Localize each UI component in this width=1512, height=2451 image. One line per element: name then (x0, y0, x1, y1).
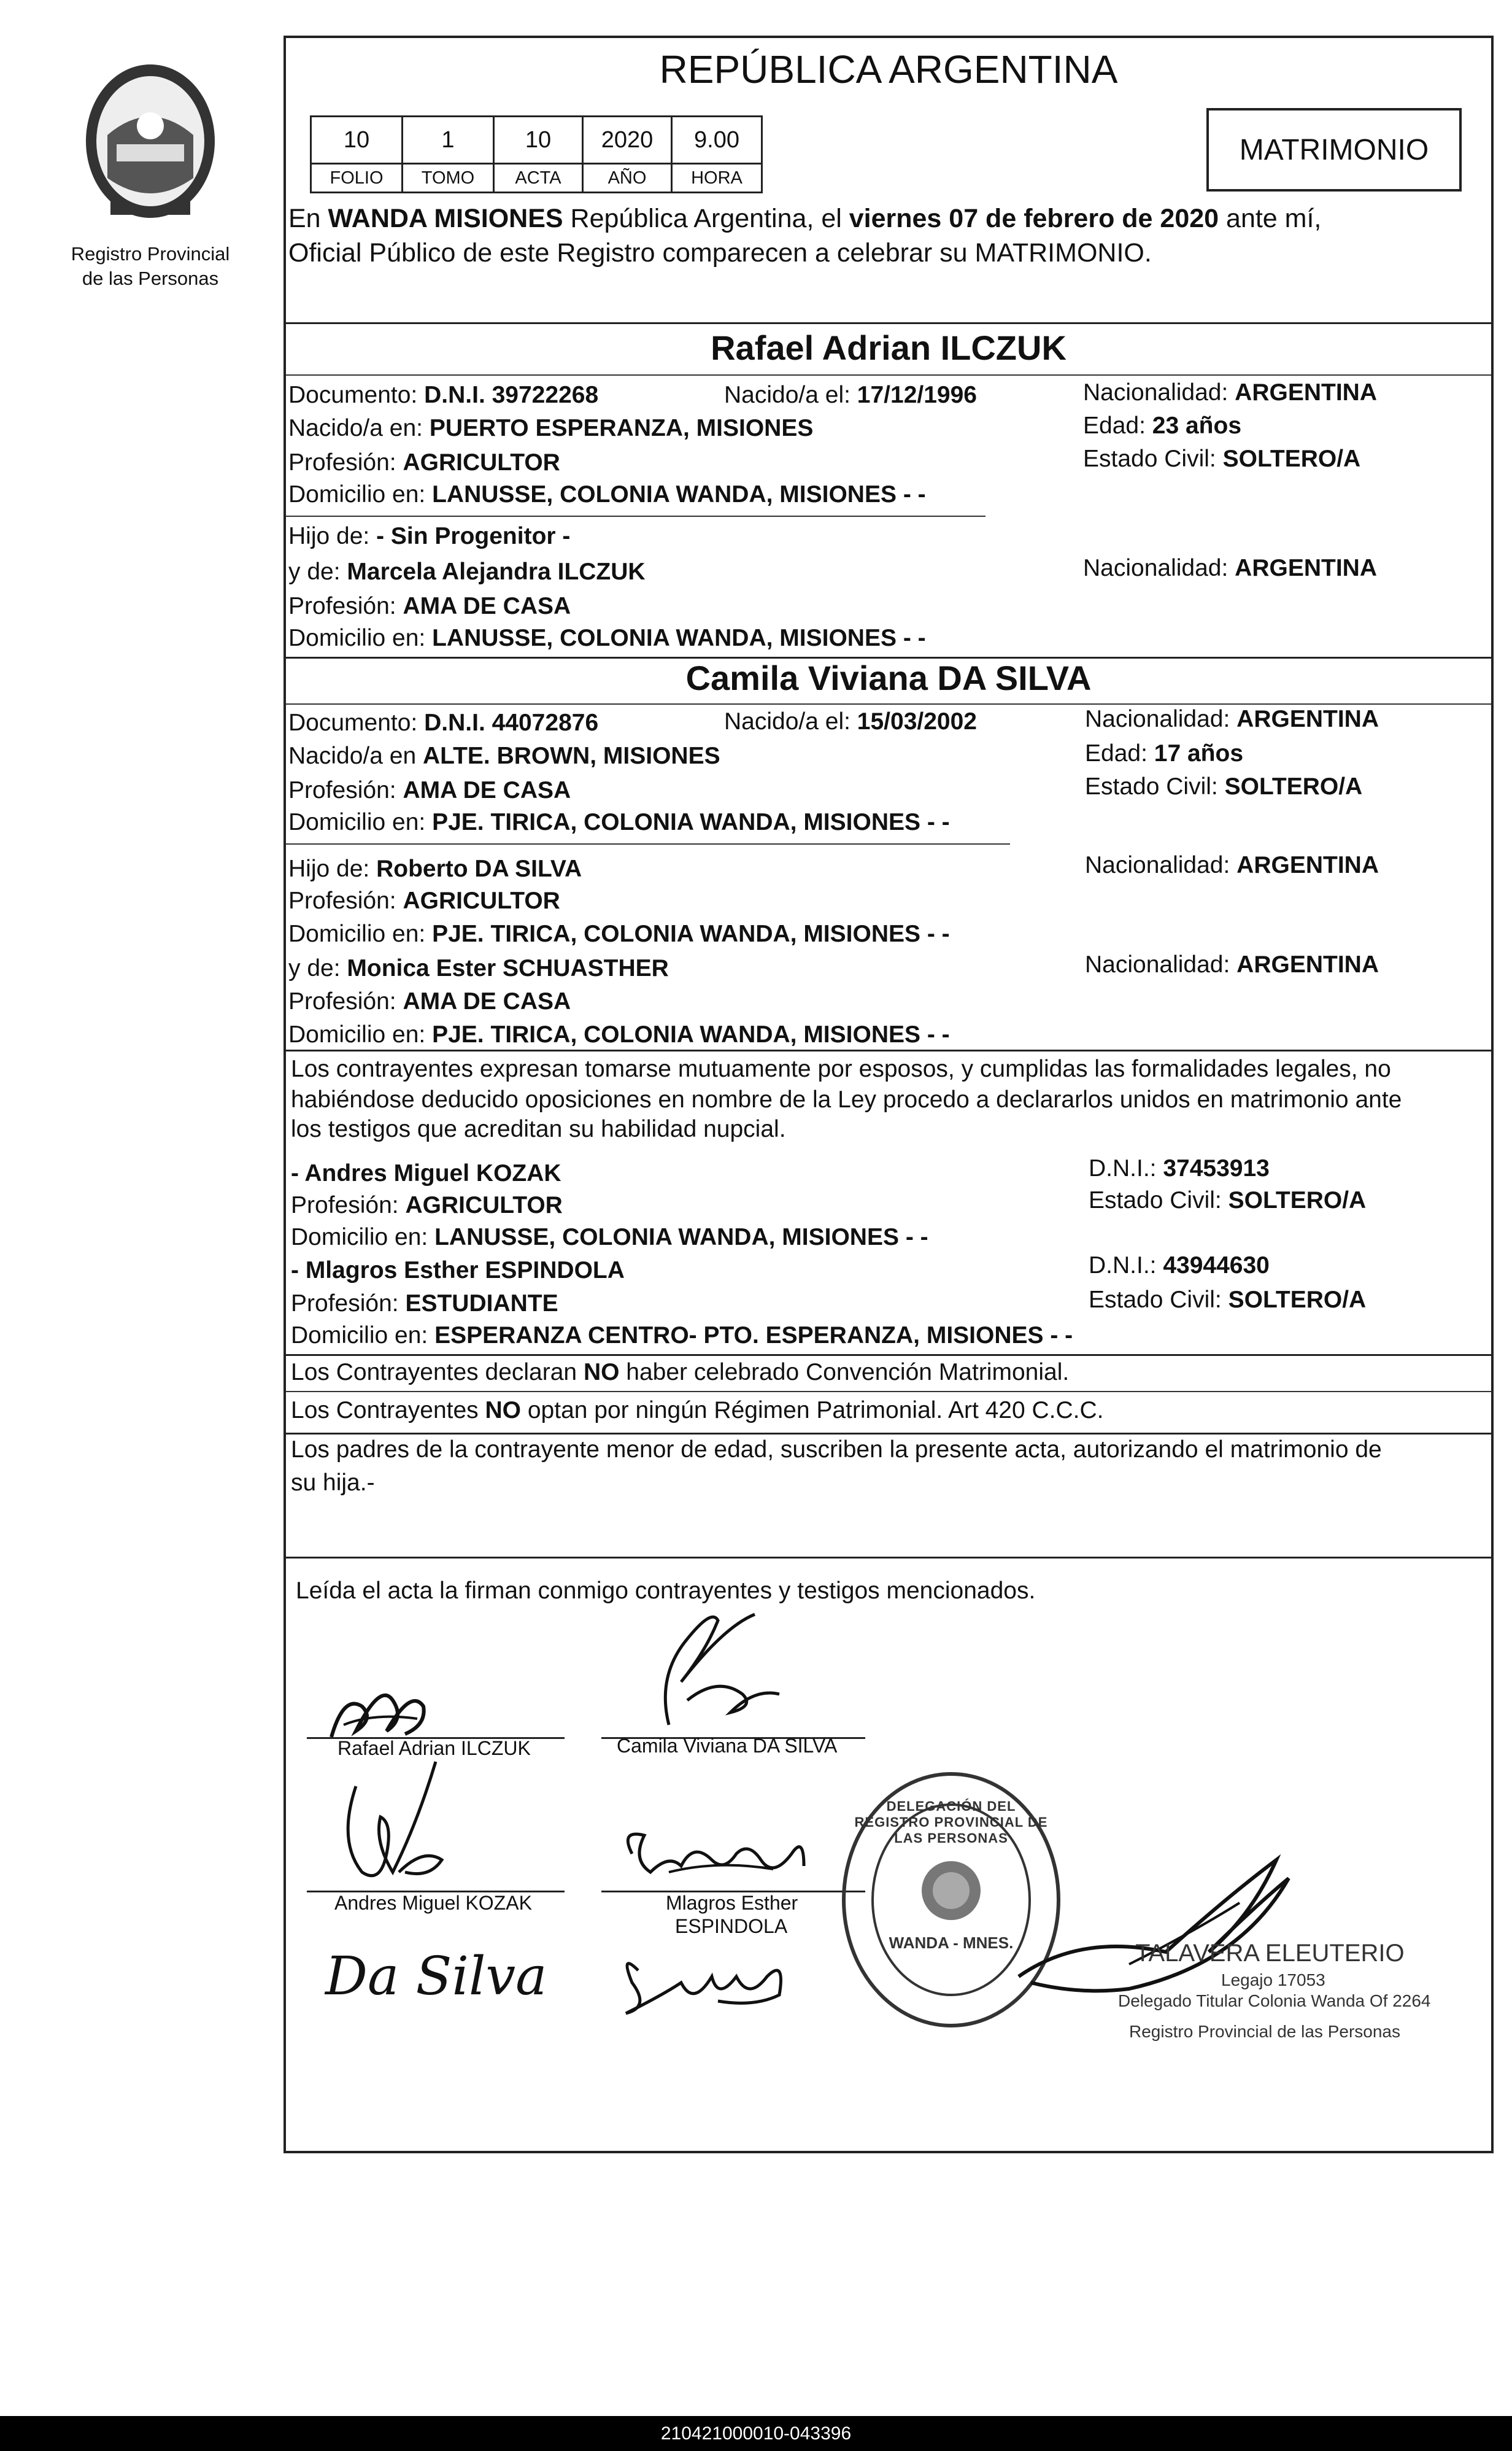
witness1-prof-value: AGRICULTOR (405, 1192, 563, 1218)
document-code-bar (0, 2416, 1512, 2451)
witness2-dni-label: D.N.I.: (1089, 1252, 1163, 1279)
groom-mother-dom-value: LANUSSE, COLONIA WANDA, MISIONES - - (432, 625, 926, 651)
bride-doc-label: Documento: (288, 710, 425, 736)
field-folio-value: 10 (310, 115, 403, 165)
witness2-address (291, 1320, 1073, 1352)
divider-bride-parents (286, 843, 1010, 845)
convention1-no: NO (583, 1359, 620, 1385)
convention2-no: NO (485, 1397, 522, 1423)
bride-born-value: 15/03/2002 (857, 708, 977, 735)
bride-father-nationality (1085, 850, 1379, 881)
divider-witness-convention (284, 1354, 1494, 1356)
intro-place: WANDA MISIONES (328, 204, 563, 233)
intro-text-a: En (288, 204, 328, 233)
witness2-name: - Mlagros Esther ESPINDOLA (291, 1257, 625, 1284)
witness1-name: - Andres Miguel KOZAK (291, 1160, 561, 1187)
bride-mother-prof-label: Profesión: (288, 988, 403, 1015)
bride-place-value: ALTE. BROWN, MISIONES (422, 743, 720, 769)
groom-age-label: Edad: (1083, 412, 1152, 439)
groom-address (288, 479, 926, 511)
convention1-text-c: haber celebrado Convención Matrimonial. (619, 1359, 1070, 1385)
witness1-dom-value: LANUSSE, COLONIA WANDA, MISIONES - - (434, 1224, 928, 1250)
logo-caption-line2: de las Personas (82, 268, 219, 289)
groom-doc-value: D.N.I. 39722268 (424, 382, 599, 408)
stamp-ring-text: DELEGACIÓN DEL REGISTRO PROVINCIAL DE LAS PERSONAS (854, 1799, 1048, 1846)
bride-address (288, 807, 950, 838)
witness2-civil-label: Estado Civil: (1089, 1287, 1228, 1313)
groom-nat-value: ARGENTINA (1235, 379, 1378, 406)
declaration-line2: habiéndose deducido oposiciones en nombre de la Ley procedo a declararlos unidos en matrimonio ante (291, 1086, 1402, 1113)
bride-father-nat-value: ARGENTINA (1236, 852, 1379, 878)
witness2-prof-label: Profesión: (291, 1290, 406, 1317)
province-seal-icon (74, 61, 227, 233)
field-acta-value: 10 (493, 115, 584, 165)
bride-father-label: Hijo de: (288, 856, 377, 882)
field-tomo-value: 1 (401, 115, 495, 165)
witness2-dom-value: ESPERANZA CENTRO- PTO. ESPERANZA, MISIONES - - (434, 1322, 1073, 1349)
witness1-prof-label: Profesión: (291, 1192, 406, 1218)
groom-birthdate (724, 379, 977, 411)
bride-mother-dom-value: PJE. TIRICA, COLONIA WANDA, MISIONES - - (432, 1021, 950, 1048)
handwritten-da-silva: Da Silva (325, 1946, 547, 2007)
groom-name-title: Rafael Adrian ILCZUK (711, 328, 1066, 367)
groom-doc-label: Documento: (288, 382, 425, 408)
divider-groom-title (286, 374, 1491, 376)
convention2-text-c: optan por ningún Régimen Patrimonial. Art 420 C.C.C. (521, 1397, 1104, 1423)
bride-father-dom-label: Domicilio en: (288, 921, 433, 947)
bride-age-label: Edad: (1085, 740, 1154, 767)
closing-statement: Leída el acta la firman conmigo contrayentes y testigos mencionados. (296, 1578, 1036, 1604)
witness1-civil-value: SOLTERO/A (1228, 1187, 1367, 1214)
witness2-signature-label-l2: ESPINDOLA (675, 1915, 788, 1937)
bride-age-value: 17 años (1154, 740, 1244, 767)
bride-civil-label: Estado Civil: (1085, 773, 1225, 800)
field-hora-label: HORA (671, 163, 763, 193)
bride-birthdate (724, 706, 977, 738)
groom-mother-nat-label: Nacionalidad: (1083, 555, 1235, 581)
groom-mother-prof-label: Profesión: (288, 593, 403, 619)
groom-mother-prof-value: AMA DE CASA (403, 593, 571, 619)
witness1-civil-status (1089, 1185, 1366, 1217)
divider-header (284, 322, 1494, 324)
groom-document (288, 379, 598, 411)
logo-caption-line1: Registro Provincial (71, 243, 230, 265)
convention1-text-a: Los Contrayentes declaran (291, 1359, 584, 1385)
witness1-dni-value: 37453913 (1163, 1155, 1270, 1182)
witness2-signature-label-l1: Mlagros Esther (666, 1892, 798, 1914)
groom-civil-status (1083, 443, 1360, 475)
witness2-prof-value: ESTUDIANTE (405, 1290, 558, 1317)
bride-name-title: Camila Viviana DA SILVA (685, 659, 1092, 697)
groom-mother (288, 556, 646, 588)
bride-mother-nationality (1085, 949, 1379, 981)
witness2-civil-value: SOLTERO/A (1228, 1287, 1367, 1313)
groom-father-label: Hijo de: (288, 523, 377, 549)
bride-father-value: Roberto DA SILVA (376, 856, 582, 882)
bride-mother (288, 953, 669, 985)
bride-father-profession (288, 885, 560, 917)
groom-prof-label: Profesión: (288, 449, 403, 476)
handwritten-second-signature-icon (614, 1946, 798, 2026)
witness1-signature-icon (325, 1749, 472, 1897)
bride-dom-value: PJE. TIRICA, COLONIA WANDA, MISIONES - - (432, 809, 950, 835)
divider-groom-parents (286, 516, 986, 517)
intro-line1 (288, 203, 1321, 234)
field-hora-value: 9.00 (671, 115, 763, 165)
groom-age (1083, 410, 1241, 442)
bride-father-prof-label: Profesión: (288, 888, 403, 914)
groom-civil-label: Estado Civil: (1083, 446, 1223, 472)
declaration-line3: los testigos que acreditan su habilidad nupcial. (291, 1116, 786, 1142)
bride-mother-dom-label: Domicilio en: (288, 1021, 433, 1048)
bride-father-dom-value: PJE. TIRICA, COLONIA WANDA, MISIONES - - (432, 921, 950, 947)
bride-mother-label: y de: (288, 955, 347, 982)
bride-mother-value: Monica Ester SCHUASTHER (347, 955, 669, 982)
groom-father (288, 521, 570, 552)
groom-dom-label: Domicilio en: (288, 481, 433, 508)
witness2-civil-status (1089, 1284, 1366, 1316)
witness1-dni-label: D.N.I.: (1089, 1155, 1163, 1182)
declaration-line1: Los contrayentes expresan tomarse mutuamente por esposos, y cumplidas las formalidades legales, no (291, 1056, 1391, 1082)
parents-note-line1: Los padres de la contrayente menor de edad, suscriben la presente acta, autorizando el matrimonio de (291, 1436, 1382, 1463)
groom-place-value: PUERTO ESPERANZA, MISIONES (429, 415, 814, 441)
stamp-center-text: WANDA - MNES. (889, 1934, 1014, 1952)
bride-signature-label: Camila Viviana DA SILVA (617, 1735, 838, 1757)
groom-nationality (1083, 377, 1377, 409)
groom-mother-nationality (1083, 552, 1377, 584)
bride-nat-label: Nacionalidad: (1085, 706, 1237, 732)
official-role: Delegado Titular Colonia Wanda Of 2264 (1118, 1991, 1431, 2010)
bride-father-prof-value: AGRICULTOR (403, 888, 560, 914)
intro-text-b: República Argentina, el (563, 204, 849, 233)
bride-mother-prof-value: AMA DE CASA (403, 988, 571, 1015)
bride-prof-value: AMA DE CASA (403, 777, 571, 803)
groom-born-value: 17/12/1996 (857, 382, 977, 408)
bride-dom-label: Domicilio en: (288, 809, 433, 835)
document-title: REPÚBLICA ARGENTINA (659, 47, 1118, 91)
convention-line2 (291, 1395, 1104, 1427)
act-type-box: MATRIMONIO (1206, 108, 1462, 192)
bride-mother-nat-value: ARGENTINA (1236, 951, 1379, 978)
bride-place-label: Nacido/a en (288, 743, 423, 769)
official-registry: Registro Provincial de las Personas (1129, 2022, 1400, 2041)
bride-father-address (288, 918, 950, 950)
convention2-text-a: Los Contrayentes (291, 1397, 485, 1423)
groom-mother-value: Marcela Alejandra ILCZUK (347, 559, 646, 585)
logo-seal-text (74, 233, 227, 234)
witness1-dni (1089, 1153, 1270, 1185)
document-code: 210421000010-043396 (660, 2423, 852, 2444)
groom-prof-value: AGRICULTOR (403, 449, 560, 476)
parents-note-line2: su hija.- (291, 1469, 375, 1496)
bride-nationality (1085, 703, 1379, 735)
intro-line2: Oficial Público de este Registro comparecen a celebrar su MATRIMONIO. (288, 238, 1152, 268)
groom-mother-profession (288, 590, 571, 622)
witness1-signature-label: Andres Miguel KOZAK (334, 1892, 532, 1914)
bride-profession (288, 775, 571, 807)
official-name: TALAVERA ELEUTERIO (1135, 1940, 1405, 1967)
witness1-address (291, 1222, 928, 1253)
bride-document (288, 707, 598, 739)
registry-logo (74, 61, 227, 233)
groom-mother-address (288, 622, 926, 654)
bride-civil-status (1085, 771, 1362, 803)
bride-signature-icon (632, 1602, 792, 1737)
bride-prof-label: Profesión: (288, 777, 403, 803)
divider-parents-closing (284, 1557, 1494, 1558)
witness1-dom-label: Domicilio en: (291, 1224, 435, 1250)
groom-place-label: Nacido/a en: (288, 415, 430, 441)
witness2-profession (291, 1288, 558, 1320)
bride-father (288, 853, 582, 885)
bride-birthplace (288, 740, 720, 772)
groom-born-label: Nacido/a el: (724, 382, 857, 408)
convention-line1 (291, 1357, 1069, 1388)
field-acta-label: ACTA (493, 163, 584, 193)
groom-mother-label: y de: (288, 559, 347, 585)
groom-profession (288, 447, 560, 479)
bride-doc-value: D.N.I. 44072876 (424, 710, 599, 736)
groom-mother-dom-label: Domicilio en: (288, 625, 433, 651)
groom-birthplace (288, 412, 813, 444)
intro-text-c: ante mí, (1219, 204, 1322, 233)
bride-nat-value: ARGENTINA (1236, 706, 1379, 732)
field-anio-label: AÑO (582, 163, 673, 193)
field-tomo-label: TOMO (401, 163, 495, 193)
witness2-dni (1089, 1250, 1270, 1282)
bride-mother-address (288, 1019, 950, 1051)
field-folio-label: FOLIO (310, 163, 403, 193)
witness2-signature-icon (620, 1817, 816, 1897)
bride-mother-nat-label: Nacionalidad: (1085, 951, 1237, 978)
groom-nat-label: Nacionalidad: (1083, 379, 1235, 406)
official-legajo: Legajo 17053 (1221, 1970, 1325, 1989)
witness2-dni-value: 43944630 (1163, 1252, 1270, 1279)
divider-convention (286, 1391, 1491, 1392)
bride-father-nat-label: Nacionalidad: (1085, 852, 1237, 878)
groom-father-value: - Sin Progenitor - (376, 523, 571, 549)
intro-date: viernes 07 de febrero de 2020 (849, 204, 1219, 233)
field-anio-value: 2020 (582, 115, 673, 165)
bride-civil-value: SOLTERO/A (1224, 773, 1363, 800)
groom-dom-value: LANUSSE, COLONIA WANDA, MISIONES - - (432, 481, 926, 508)
witness1-profession (291, 1190, 563, 1222)
bride-mother-profession (288, 986, 571, 1018)
groom-signature-label: Rafael Adrian ILCZUK (338, 1737, 531, 1759)
bride-age (1085, 738, 1243, 770)
witness2-dom-label: Domicilio en: (291, 1322, 435, 1349)
bride-born-label: Nacido/a el: (724, 708, 857, 735)
groom-mother-nat-value: ARGENTINA (1235, 555, 1378, 581)
divider-bride-declaration (284, 1050, 1494, 1051)
groom-age-value: 23 años (1152, 412, 1242, 439)
witness1-civil-label: Estado Civil: (1089, 1187, 1228, 1214)
groom-civil-value: SOLTERO/A (1222, 446, 1361, 472)
